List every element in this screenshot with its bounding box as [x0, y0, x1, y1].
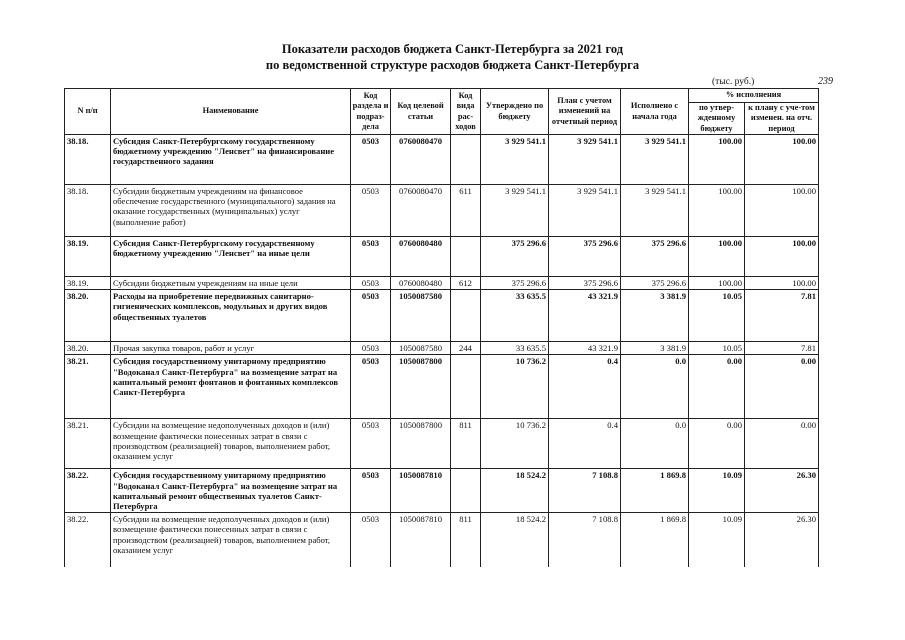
cell-pct-plan: 0.00: [745, 355, 819, 419]
cell-pct-approved: 0.00: [689, 355, 745, 419]
cell-name: Субсидии бюджетным учреждениям на финансовое обеспечение государственного (муниципального) задания на оказание государственных (муниципальных) услуг (выполнение работ): [111, 185, 351, 237]
cell-plan: 7 108.8: [549, 513, 621, 567]
cell-executed: 3 929 541.1: [621, 185, 689, 237]
cell-plan: 7 108.8: [549, 469, 621, 513]
cell-pct-approved: 10.09: [689, 469, 745, 513]
cell-pct-approved: 100.00: [689, 135, 745, 185]
cell-approved: 375 296.6: [481, 277, 549, 290]
cell-num: 38.18.: [65, 135, 111, 185]
cell-target: 1050087810: [391, 469, 451, 513]
page-number: 239: [818, 76, 833, 87]
cell-pct-plan: 100.00: [745, 277, 819, 290]
cell-target: 1050087810: [391, 513, 451, 567]
header-target: Код целевой статьи: [391, 89, 451, 135]
header-plan: План с учетом изменений на отчетный период: [549, 89, 621, 135]
cell-plan: 0.4: [549, 419, 621, 469]
table-row: [65, 185, 819, 237]
cell-executed: 3 929 541.1: [621, 135, 689, 185]
cell-executed: 3 381.9: [621, 342, 689, 355]
cell-name: Субсидия Санкт-Петербургскому государственному бюджетному учреждению "Ленсвет" на иные цели: [111, 237, 351, 277]
cell-plan: 0.4: [549, 355, 621, 419]
cell-name: Субсидия государственному унитарному предприятию "Водоканал Санкт-Петербурга" на возмещение затрат на капитальный ремонт общественных туалетов Санкт-Петербурга: [111, 469, 351, 513]
cell-pct-plan: 100.00: [745, 185, 819, 237]
cell-type: [451, 355, 481, 419]
cell-pct-plan: 7.81: [745, 342, 819, 355]
table-row: [65, 135, 819, 185]
cell-target: 0760080470: [391, 135, 451, 185]
table-row: [65, 355, 819, 419]
header-approved: Утверждено по бюджету: [481, 89, 549, 135]
cell-approved: 10 736.2: [481, 419, 549, 469]
cell-section: 0503: [351, 419, 391, 469]
document-subtitle: по ведомственной структуре расходов бюджета Санкт-Петербурга: [265, 58, 640, 72]
cell-name: Субсидия Санкт-Петербургскому государственному бюджетному учреждению "Ленсвет" на финансирование государственного задания: [111, 135, 351, 185]
cell-pct-plan: 100.00: [745, 135, 819, 185]
cell-pct-plan: 0.00: [745, 419, 819, 469]
cell-pct-plan: 7.81: [745, 290, 819, 342]
table-row: [65, 513, 819, 567]
cell-num: 38.21.: [65, 419, 111, 469]
cell-name: Субсидии на возмещение недополученных доходов и (или) возмещение фактически понесенных затрат в связи с производством (реализацией) товаров, выполнением работ, оказанием услуг: [111, 419, 351, 469]
cell-approved: 33 635.5: [481, 290, 549, 342]
table-row: [65, 277, 819, 290]
cell-executed: 3 381.9: [621, 290, 689, 342]
cell-type: 244: [451, 342, 481, 355]
table-row: [65, 237, 819, 277]
cell-target: 1050087580: [391, 342, 451, 355]
cell-approved: 10 736.2: [481, 355, 549, 419]
table-header: [65, 89, 819, 135]
cell-name: Субсидия государственному унитарному предприятию "Водоканал Санкт-Петербурга" на возмещение затрат на капитальный ремонт фонтанов и фонтанных комплексов Санкт-Петербурга: [111, 355, 351, 419]
cell-executed: 0.0: [621, 355, 689, 419]
cell-target: 0760080480: [391, 277, 451, 290]
cell-plan: 43 321.9: [549, 342, 621, 355]
cell-approved: 3 929 541.1: [481, 185, 549, 237]
cell-executed: 375 296.6: [621, 237, 689, 277]
cell-plan: 375 296.6: [549, 237, 621, 277]
cell-target: 1050087800: [391, 355, 451, 419]
cell-target: 0760080470: [391, 185, 451, 237]
table-row: [65, 342, 819, 355]
cell-section: 0503: [351, 513, 391, 567]
header-pct-plan: к плану с уче-том изменен. на отч. период: [745, 103, 819, 135]
cell-approved: 33 635.5: [481, 342, 549, 355]
cell-executed: 375 296.6: [621, 277, 689, 290]
cell-approved: 3 929 541.1: [481, 135, 549, 185]
table-row: [65, 419, 819, 469]
header-pct-approved: по утвер-жденному бюджету: [689, 103, 745, 135]
cell-plan: 3 929 541.1: [549, 135, 621, 185]
cell-num: 38.19.: [65, 277, 111, 290]
cell-section: 0503: [351, 277, 391, 290]
cell-num: 38.18.: [65, 185, 111, 237]
cell-pct-approved: 100.00: [689, 237, 745, 277]
table-row: [65, 290, 819, 342]
cell-pct-approved: 100.00: [689, 185, 745, 237]
cell-num: 38.20.: [65, 290, 111, 342]
document-title: Показатели расходов бюджета Санкт-Петербурга за 2021 год: [281, 42, 624, 56]
header-section: Код раздела и подраз-дела: [351, 89, 391, 135]
cell-type: [451, 469, 481, 513]
cell-pct-approved: 10.09: [689, 513, 745, 567]
cell-executed: 0.0: [621, 419, 689, 469]
cell-pct-approved: 10.05: [689, 290, 745, 342]
cell-plan: 375 296.6: [549, 277, 621, 290]
header-percent-group: % исполнения: [689, 89, 819, 103]
cell-num: 38.22.: [65, 513, 111, 567]
cell-approved: 375 296.6: [481, 237, 549, 277]
expenditure-table: [64, 88, 819, 567]
cell-num: 38.22.: [65, 469, 111, 513]
cell-section: 0503: [351, 469, 391, 513]
cell-section: 0503: [351, 342, 391, 355]
cell-target: 1050087800: [391, 419, 451, 469]
cell-section: 0503: [351, 290, 391, 342]
header-type: Код вида рас-ходов: [451, 89, 481, 135]
cell-type: 611: [451, 185, 481, 237]
header-num: N п/п: [65, 89, 111, 135]
cell-pct-approved: 0.00: [689, 419, 745, 469]
cell-type: [451, 290, 481, 342]
cell-section: 0503: [351, 185, 391, 237]
cell-target: 0760080480: [391, 237, 451, 277]
cell-pct-plan: 100.00: [745, 237, 819, 277]
cell-plan: 3 929 541.1: [549, 185, 621, 237]
cell-plan: 43 321.9: [549, 290, 621, 342]
cell-name: Расходы на приобретение передвижных санитарно-гигиенических комплексов, модульных и других видов общественных туалетов: [111, 290, 351, 342]
cell-pct-approved: 10.05: [689, 342, 745, 355]
cell-pct-approved: 100.00: [689, 277, 745, 290]
cell-target: 1050087580: [391, 290, 451, 342]
cell-section: 0503: [351, 237, 391, 277]
cell-type: 811: [451, 419, 481, 469]
cell-type: [451, 135, 481, 185]
cell-approved: 18 524.2: [481, 513, 549, 567]
cell-type: 612: [451, 277, 481, 290]
cell-section: 0503: [351, 135, 391, 185]
header-name: Наименование: [111, 89, 351, 135]
cell-name: Субсидии на возмещение недополученных доходов и (или) возмещение фактически понесенных затрат в связи с производством (реализацией) товаров, выполнением работ, оказанием услуг: [111, 513, 351, 567]
units-label: (тыс. руб.): [712, 77, 755, 87]
cell-num: 38.20.: [65, 342, 111, 355]
cell-approved: 18 524.2: [481, 469, 549, 513]
table-body: [65, 135, 819, 567]
header-executed: Исполнено с начала года: [621, 89, 689, 135]
cell-type: [451, 237, 481, 277]
cell-type: 811: [451, 513, 481, 567]
cell-name: Прочая закупка товаров, работ и услуг: [111, 342, 351, 355]
cell-pct-plan: 26.30: [745, 469, 819, 513]
cell-executed: 1 869.8: [621, 513, 689, 567]
cell-name: Субсидии бюджетным учреждениям на иные цели: [111, 277, 351, 290]
cell-section: 0503: [351, 355, 391, 419]
cell-num: 38.19.: [65, 237, 111, 277]
cell-executed: 1 869.8: [621, 469, 689, 513]
cell-num: 38.21.: [65, 355, 111, 419]
cell-pct-plan: 26.30: [745, 513, 819, 567]
table-row: [65, 469, 819, 513]
